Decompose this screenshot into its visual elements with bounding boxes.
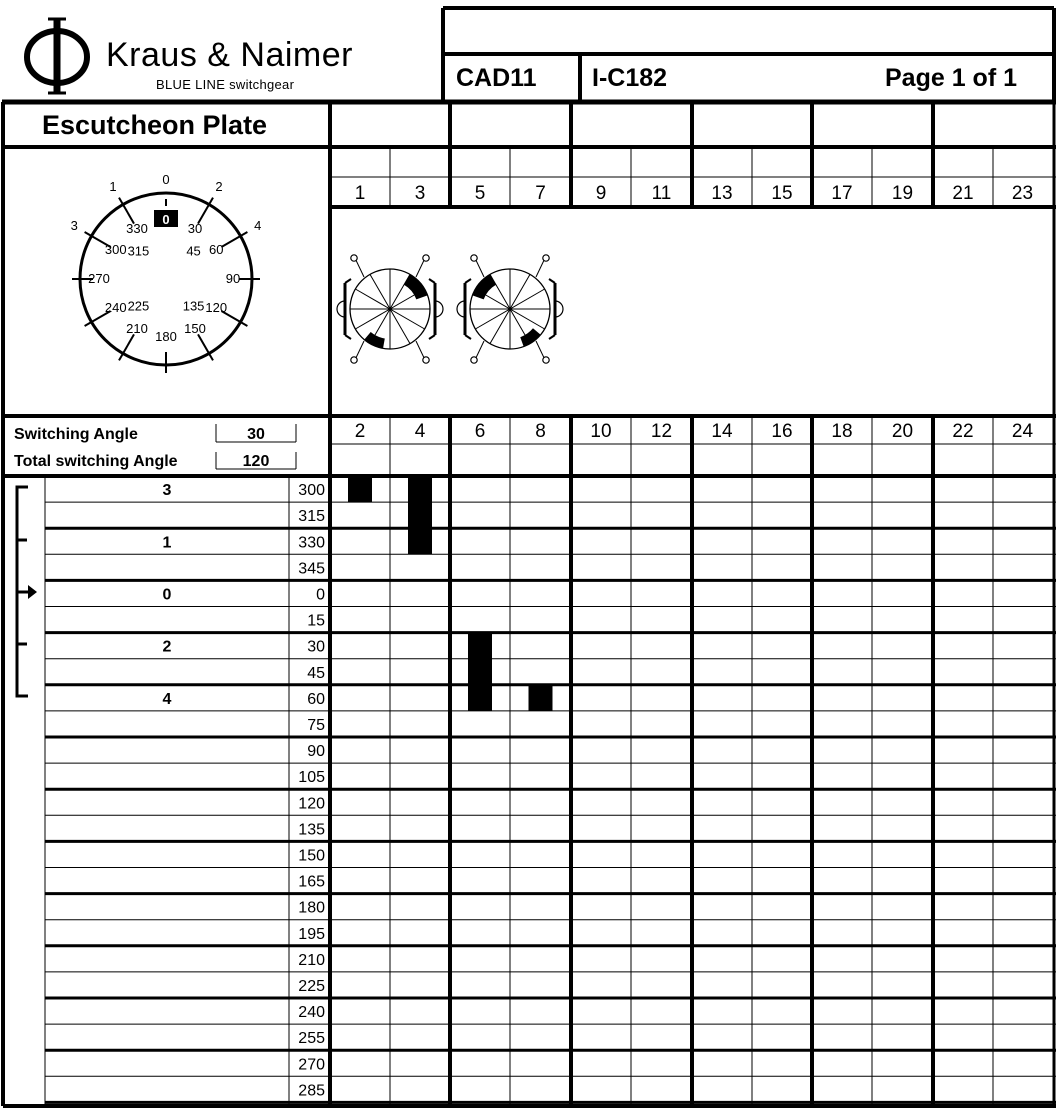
row-position-label: 4 <box>162 690 172 708</box>
dial-angle-label: 240 <box>104 300 127 315</box>
row-angle-label: 300 <box>298 482 325 500</box>
dial-angle-label: 225 <box>127 298 150 314</box>
row-angle-label: 285 <box>298 1082 325 1100</box>
row-angle-label: 255 <box>298 1030 325 1048</box>
contact-bar <box>468 633 492 711</box>
dial-angle-label: 60 <box>208 242 224 257</box>
contact-bar <box>348 476 372 502</box>
terminal-top-number: 21 <box>952 183 974 204</box>
terminal-bottom-number: 20 <box>891 421 914 442</box>
escutcheon-plate-title: Escutcheon Plate <box>42 110 268 140</box>
row-angle-label: 150 <box>298 847 325 865</box>
row-position-label: 3 <box>162 482 172 500</box>
row-angle-label: 240 <box>298 1004 325 1022</box>
total-switching-angle-label: Total switching Angle <box>14 453 178 470</box>
dial-position-label: 0 <box>162 172 170 187</box>
row-angle-label: 75 <box>307 716 325 734</box>
dial-position-label: 4 <box>254 218 262 233</box>
current-position-arrow-icon <box>28 585 37 599</box>
row-angle-label: 180 <box>298 899 325 917</box>
terminal-top-number: 17 <box>831 183 853 204</box>
switching-angle-value: 30 <box>247 426 265 443</box>
terminal-top-number: 9 <box>595 183 607 204</box>
terminal-pin <box>543 255 549 261</box>
contact-bar <box>529 685 553 711</box>
terminal-bottom-number: 24 <box>1011 421 1034 442</box>
table-text <box>163 183 1034 1099</box>
terminal-bottom-number: 18 <box>831 421 853 442</box>
terminal-top-number: 3 <box>414 183 426 204</box>
terminal-bottom-number: 4 <box>414 421 426 442</box>
terminal-bottom-number: 10 <box>590 421 612 442</box>
terminal-pin <box>471 357 477 363</box>
dial-angle-label: 120 <box>205 300 228 315</box>
dial-position-label: 3 <box>70 218 78 233</box>
terminal-top-number: 13 <box>711 183 733 204</box>
page-indicator: Page 1 of 1 <box>885 64 1017 92</box>
dial-angle-label: 270 <box>88 271 110 286</box>
row-angle-label: 270 <box>298 1056 325 1074</box>
row-angle-label: 330 <box>298 534 325 552</box>
row-angle-label: 315 <box>298 508 325 526</box>
row-position-label: 0 <box>162 586 172 604</box>
terminal-pin <box>543 357 549 363</box>
terminal-top-number: 11 <box>651 183 672 204</box>
dial-angle-label: 210 <box>126 321 148 337</box>
dial-angle-label: 330 <box>126 220 148 236</box>
dial-position-label: 1 <box>109 179 117 195</box>
row-angle-label: 195 <box>298 925 325 943</box>
terminal-pin <box>423 357 429 363</box>
position-bracket <box>17 487 37 696</box>
brand-name: Kraus & Naimer <box>106 36 353 74</box>
brand-subtitle: BLUE LINE switchgear <box>156 77 295 92</box>
row-angle-label: 165 <box>298 873 325 891</box>
row-angle-label: 210 <box>298 951 325 969</box>
dial-angle-label: 150 <box>184 321 206 337</box>
terminal-top-number: 5 <box>474 183 486 204</box>
terminal-top-number: 1 <box>354 183 366 204</box>
switching-angle-label: Switching Angle <box>14 426 138 443</box>
terminal-bottom-number: 12 <box>650 421 673 442</box>
row-angle-label: 345 <box>298 560 325 578</box>
row-angle-label: 225 <box>298 977 325 995</box>
terminal-bottom-number: 14 <box>711 421 733 442</box>
terminal-bottom-number: 8 <box>535 421 546 442</box>
terminal-top-number: 15 <box>771 183 793 204</box>
dial-angle-label: 180 <box>155 329 177 344</box>
row-angle-label: 45 <box>307 664 325 682</box>
terminal-top-number: 7 <box>535 183 546 204</box>
terminal-pin <box>471 255 477 261</box>
product-code: CAD11 <box>456 64 537 92</box>
terminal-bottom-number: 22 <box>952 421 974 442</box>
dial-center-mark: 0 <box>162 212 170 227</box>
row-angle-label: 30 <box>307 638 325 656</box>
dial-angle-label: 315 <box>127 243 150 259</box>
row-angle-label: 135 <box>298 821 325 839</box>
terminal-top-number: 19 <box>891 183 914 204</box>
row-angle-label: 90 <box>307 743 325 761</box>
terminal-pin <box>351 255 357 261</box>
contact-symbols <box>337 255 563 363</box>
row-angle-label: 60 <box>307 690 325 708</box>
dial-angle-label: 90 <box>225 271 241 286</box>
dial-angle-label: 30 <box>187 220 203 236</box>
row-position-label: 1 <box>162 534 172 552</box>
escutcheon-dial <box>71 172 262 373</box>
terminal-top-number: 23 <box>1011 183 1034 204</box>
row-angle-label: 0 <box>316 586 325 604</box>
row-angle-label: 105 <box>298 769 325 787</box>
contact-bar <box>408 476 432 554</box>
terminal-bottom-number: 16 <box>771 421 793 442</box>
contact-symbol-icon <box>337 255 443 363</box>
row-angle-label: 15 <box>307 612 325 630</box>
terminal-bottom-number: 6 <box>474 421 486 442</box>
dial-angle-label: 135 <box>182 298 205 314</box>
contact-symbol-icon <box>457 255 563 363</box>
terminal-bottom-number: 2 <box>354 421 366 442</box>
total-switching-angle-value: 120 <box>242 453 270 470</box>
dial-angle-label: 45 <box>186 243 201 259</box>
dial-angle-label: 300 <box>104 242 127 257</box>
terminal-pin <box>351 357 357 363</box>
grid-lines <box>2 8 1056 1108</box>
row-angle-label: 120 <box>298 795 325 813</box>
brand-logo-icon <box>27 19 87 93</box>
drawing-code: I-C182 <box>592 64 668 92</box>
dial-position-label: 2 <box>215 179 223 195</box>
terminal-pin <box>423 255 429 261</box>
row-position-label: 2 <box>162 638 172 656</box>
